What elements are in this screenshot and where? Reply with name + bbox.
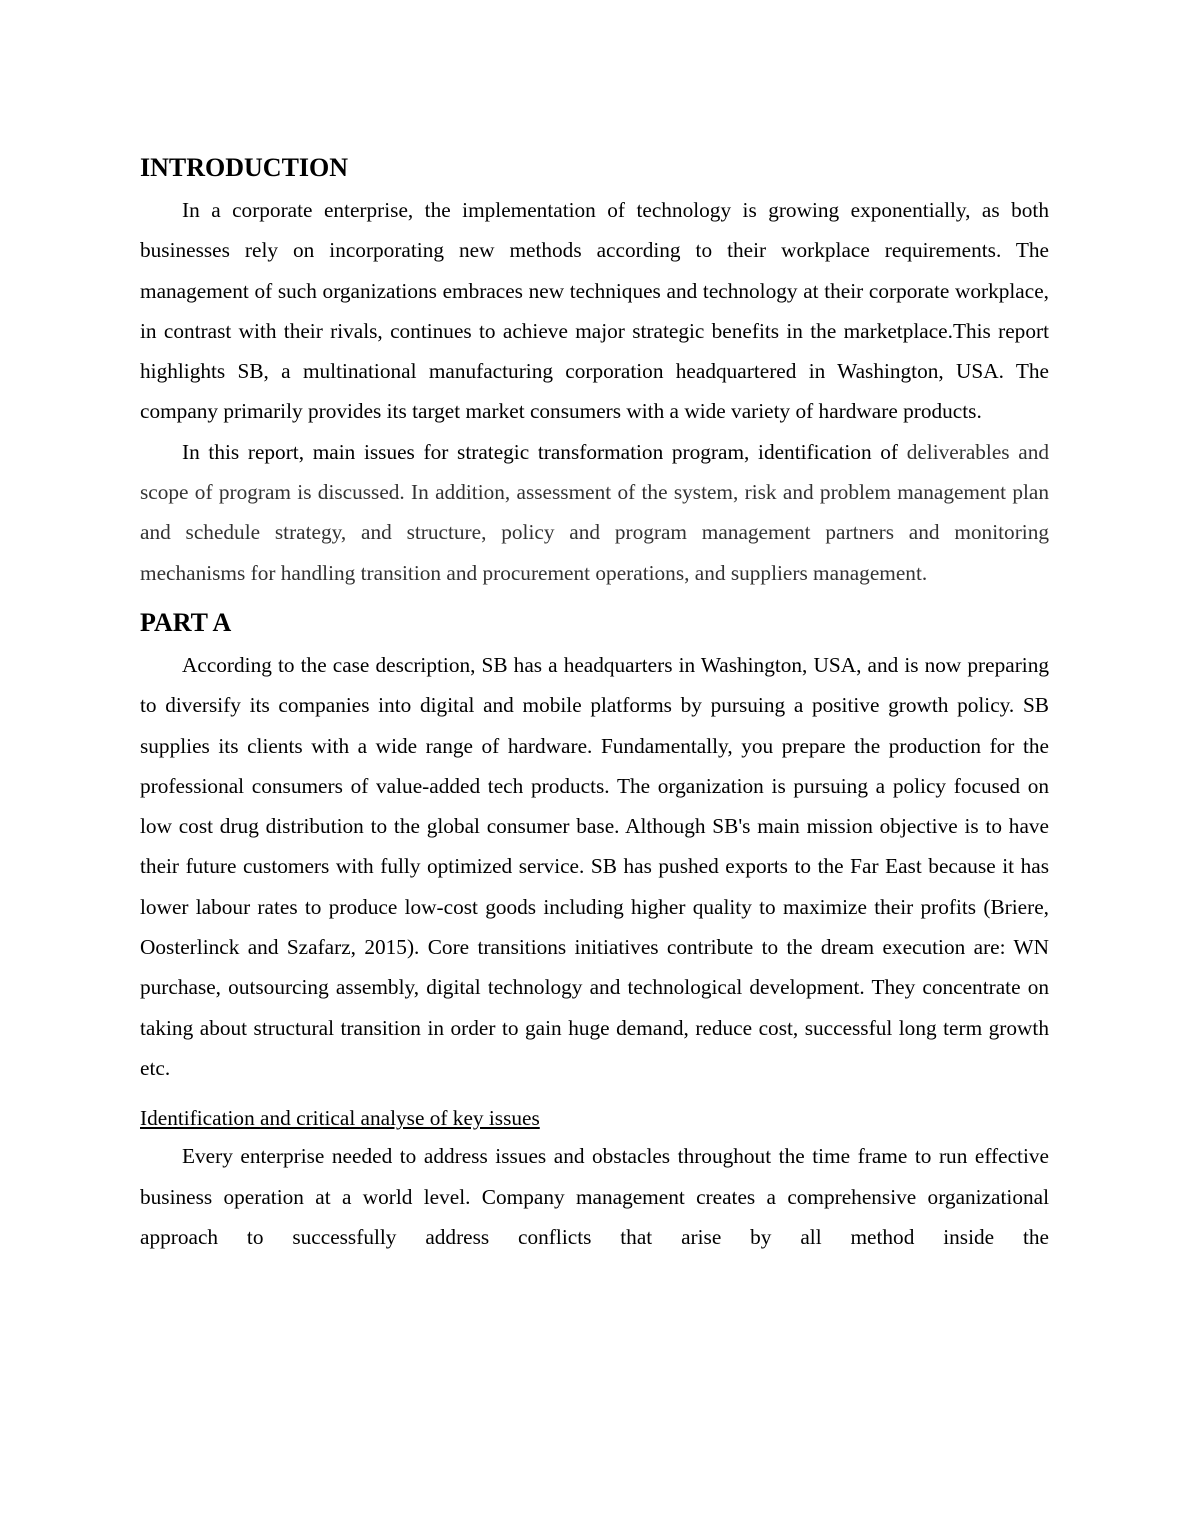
part-a-heading: PART A <box>140 607 232 637</box>
introduction-paragraph-1: In a corporate enterprise, the implementation of technology is growing exponentially, as both businesses rely on incorporating new methods according to their workplace requirements. The management of such organizations embraces new techniques and technology at their corporate workplace, in contrast with their rivals, continues to achieve major strategic benefits in the marketplace.This report highlights SB, a multinational manufacturing corporation headquartered in Washington, USA. The company primarily provides its target market consumers with a wide variety of hardware products. <box>140 198 1049 424</box>
key-issues-subheading: Identification and critical analyse of key issues <box>140 1106 540 1131</box>
part-a-paragraph-2: Every enterprise needed to address issues and obstacles throughout the time frame to run effective business operation at a world level. Company management creates a comprehensive organizational approach to successfully address conflicts that arise by all method inside the <box>140 1144 1049 1249</box>
part-a-paragraph-1: According to the case description, SB has a headquarters in Washington, USA, and is now preparing to diversify its companies into digital and mobile platforms by pursuing a positive growth policy. SB supplies its clients with a wide range of hardware. Fundamentally, you prepare the production for the professional consumers of value-added tech products. The organization is pursuing a policy focused on low cost drug distribution to the global consumer base. Although SB's main mission objective is to have their future customers with fully optimized service. SB has pushed exports to the Far East because it has lower labour rates to produce low-cost goods including higher quality to maximize their profits (Briere, Oosterlinck and Szafarz, 2015). Core transitions initiatives contribute to the dream execution are: WN purchase, outsourcing assembly, digital technology and technological development. They concentrate on taking about structural transition in order to gain huge demand, reduce cost, successful long term growth etc. <box>140 652 1049 1080</box>
introduction-paragraph-2-rest: deliverables and scope of program is discussed. In addition, assessment of the system, risk and problem management plan and schedule strategy, and structure, policy and program management partners and monitoring mechanisms for handling transition and procurement operations, and suppliers management. <box>140 439 1049 585</box>
introduction-heading: INTRODUCTION <box>140 153 349 182</box>
introduction-paragraph-2-start: In this report, main issues for strategic transformation program, identification of <box>182 439 907 464</box>
document-page <box>140 146 1049 1257</box>
introduction-paragraph-2 <box>140 432 1049 593</box>
